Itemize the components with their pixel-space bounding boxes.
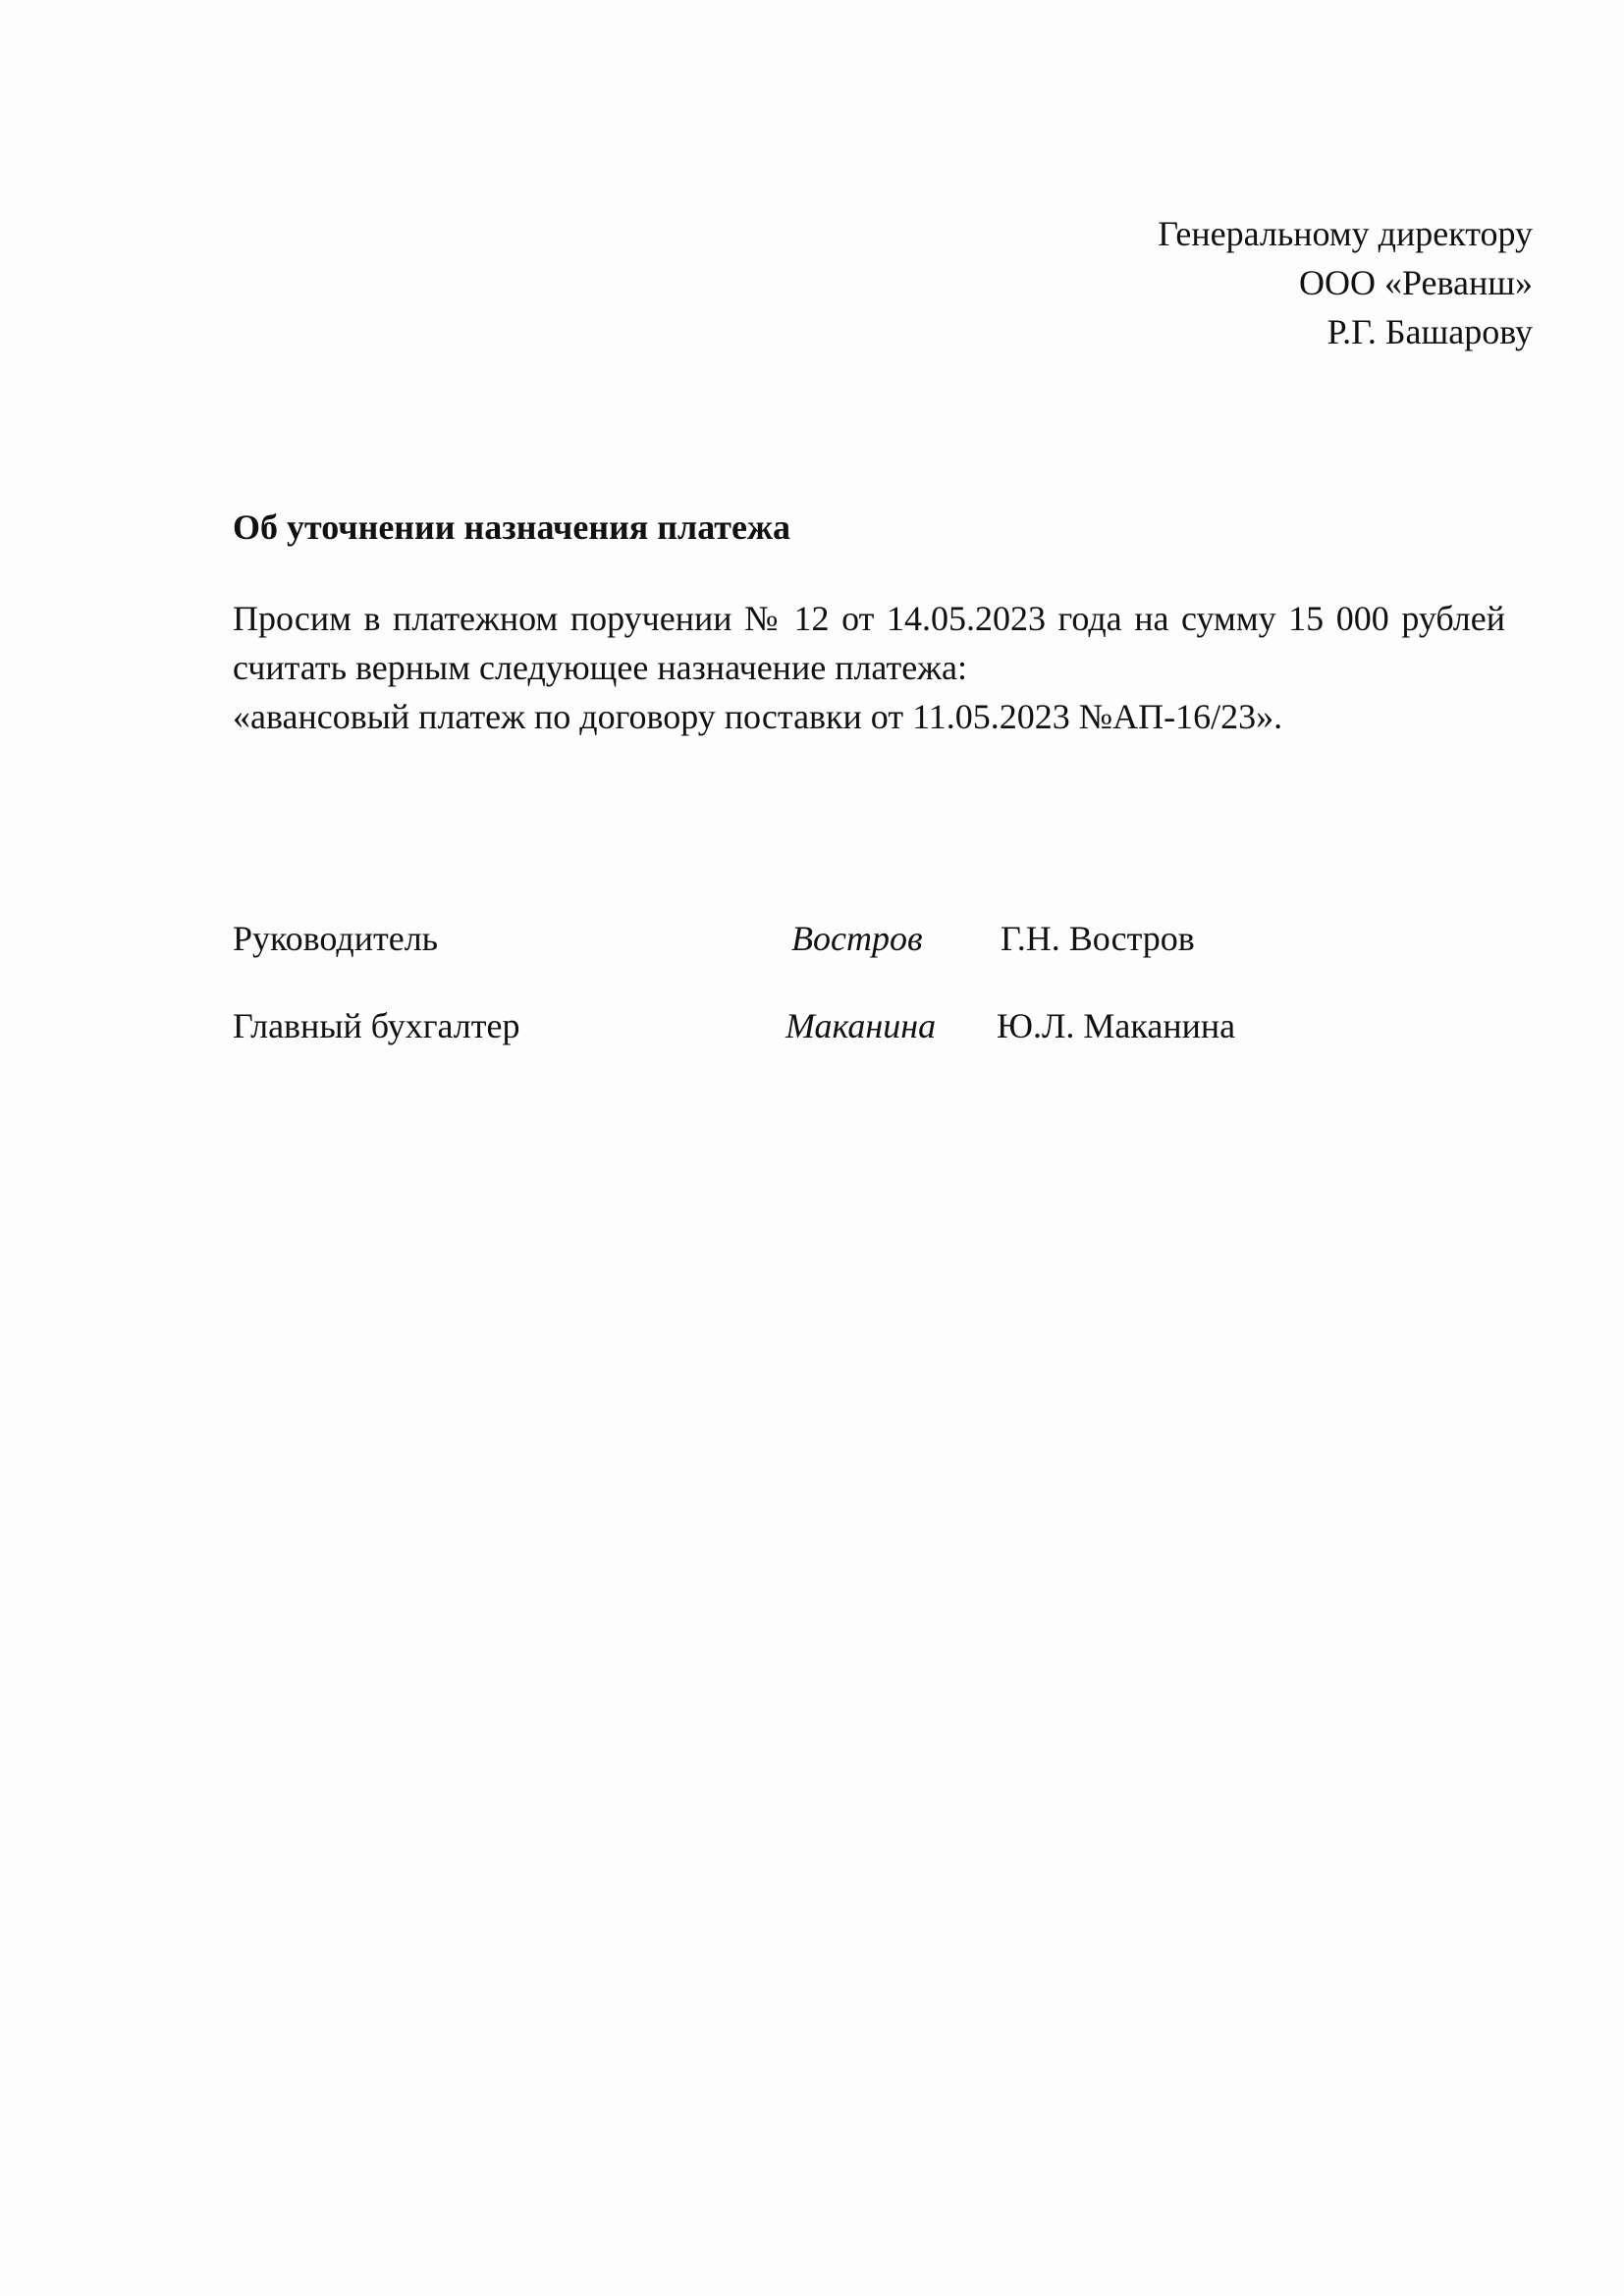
addressee-company: ООО «Реванш» (1298, 263, 1533, 302)
body-line-1: Просим в платежном поручении № 12 от 14.05.2023 года на сумму 15 000 (233, 599, 1389, 638)
signature-row-accountant (0, 1001, 1624, 1050)
addressee-person: Р.Г. Башарову (1326, 312, 1533, 351)
body-line-2: рублей считать верным следующее назначение платежа: (233, 599, 1506, 687)
addressee-position: Генеральному директору (1158, 214, 1533, 253)
signatory-name: Ю.Л. Маканина (997, 1006, 1236, 1045)
letter-body (233, 594, 1505, 741)
body-paragraph (233, 594, 1505, 692)
signature-role: Главный бухгалтер (233, 1006, 520, 1045)
signature-role: Руководитель (233, 919, 439, 958)
letter-subject: Об уточнении назначения платежа (233, 507, 791, 547)
handwritten-signature: Востров (791, 919, 923, 958)
signatory-name: Г.Н. Востров (1001, 919, 1195, 958)
signature-row-director (0, 914, 1624, 963)
handwritten-signature: Маканина (785, 1006, 937, 1045)
body-line-3: «авансовый платеж по договору поставки от 11.05.2023 №АП-16/23». (233, 697, 1283, 736)
addressee-block (1158, 209, 1533, 356)
